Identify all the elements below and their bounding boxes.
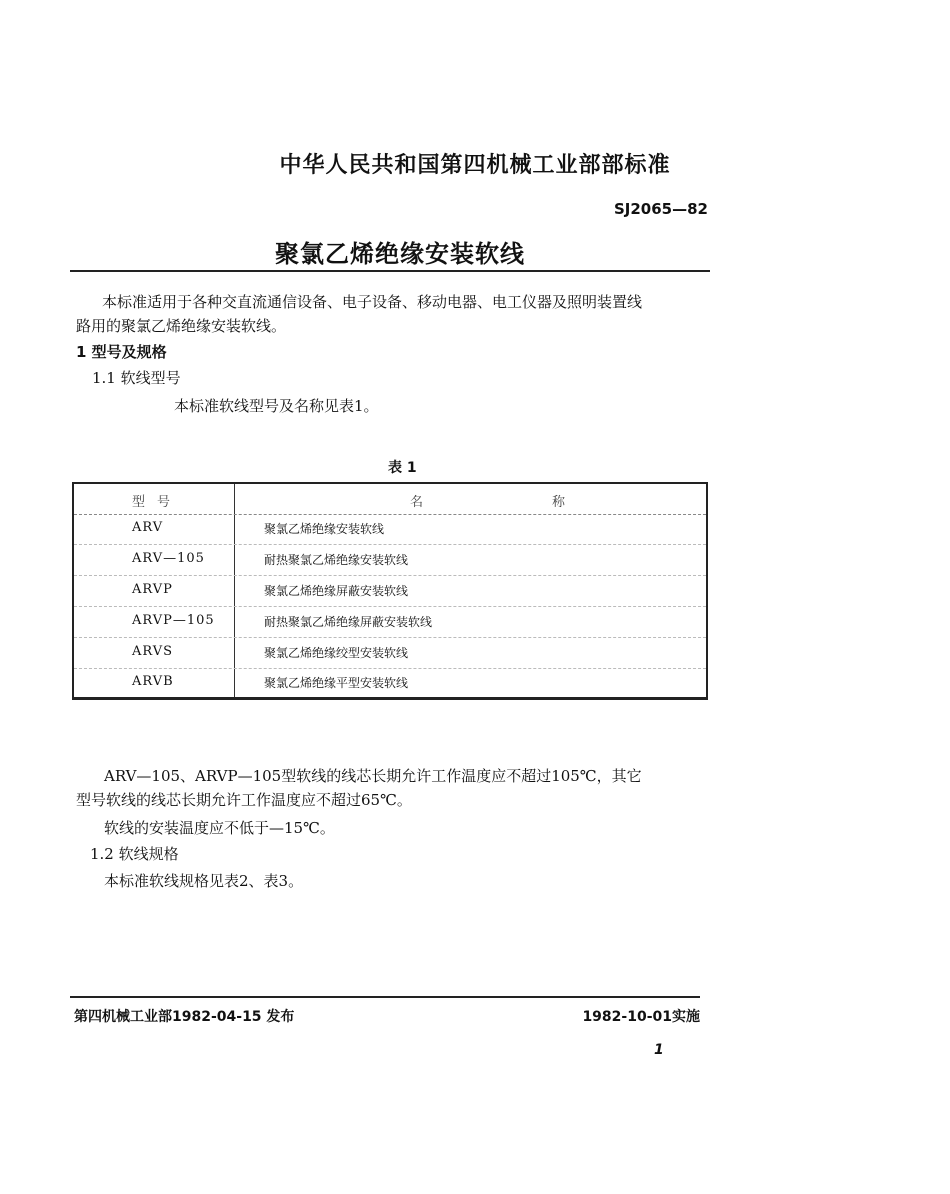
title-divider [70,270,710,272]
standard-number: SJ2065—82 [613,200,708,218]
cell-name: 聚氯乙烯绝缘屏蔽安装软线 [264,584,409,598]
issued-date: 第四机械工业部1982-04-15 发布 [74,1009,295,1025]
table-row [74,576,706,607]
footer-divider [70,996,700,998]
cell-name: 耐热聚氯乙烯绝缘安装软线 [264,553,409,567]
intro-line-2: 路用的聚氯乙烯绝缘安装软线。 [76,317,287,335]
intro-line-1: 本标准适用于各种交直流通信设备、电子设备、移动电器、电工仪器及照明装置线 [102,293,643,311]
section-1-heading: 1 型号及规格 [76,343,167,361]
column-header-model: 型号 [132,495,183,510]
effective-date: 1982-10-01实施 [582,1009,700,1025]
table-row [74,545,706,576]
cell-model: ARVB [132,674,174,689]
section-1-2-heading: 1.2 软线规格 [90,845,179,863]
table-1-caption: 表 1 [388,460,417,476]
table-row [74,638,706,669]
cell-model: ARVP—105 [132,613,215,628]
table-row [74,607,706,638]
document-title: 聚氯乙烯绝缘安装软线 [275,240,525,268]
cell-name: 聚氯乙烯绝缘平型安装软线 [264,676,409,690]
cell-name: 耐热聚氯乙烯绝缘屏蔽安装软线 [264,615,433,629]
table-row [74,514,706,545]
table-1 [72,482,708,700]
cell-model: ARV—105 [132,551,205,566]
column-header-name-part-1: 名 [410,495,424,510]
cell-name: 聚氯乙烯绝缘安装软线 [264,522,385,536]
install-temperature-text: 软线的安装温度应不低于—15℃。 [104,819,335,837]
issuing-organization: 中华人民共和国第四机械工业部部标准 [279,153,671,178]
section-1-1-text: 本标准软线型号及名称见表1。 [174,397,379,415]
table-row [74,668,706,699]
cell-model: ARVS [132,644,174,659]
page-number: 1 [654,1042,664,1058]
temperature-text-line-2: 型号软线的线芯长期允许工作温度应不超过65℃。 [76,791,412,809]
column-header-name-part-2: 称 [552,495,566,510]
temperature-text-line-1: ARV—105、ARVP—105型软线的线芯长期允许工作温度应不超过105℃，其它 [104,767,642,785]
cell-model: ARV [132,520,164,535]
section-1-1-heading: 1.1 软线型号 [92,369,181,387]
cell-model: ARVP [132,582,173,597]
cell-name: 聚氯乙烯绝缘绞型安装软线 [264,646,409,660]
section-1-2-text: 本标准软线规格见表2、表3。 [104,872,304,890]
